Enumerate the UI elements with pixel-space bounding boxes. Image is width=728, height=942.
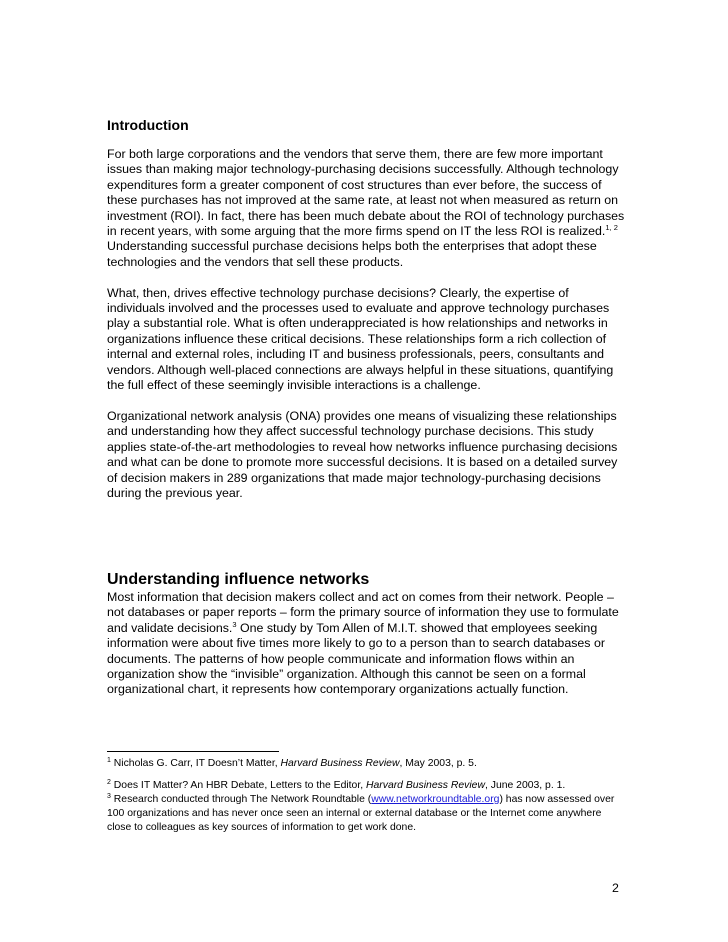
- footnote-reference: 3: [107, 793, 111, 800]
- footnote-reference: 2: [107, 779, 111, 786]
- footnote-reference: 3: [232, 619, 237, 629]
- intro-paragraph-3: Organizational network analysis (ONA) provides one means of visualizing these relationships and understanding how they affect successful technology purchase decisions. This study applies state-of-the-art methodologies to reveal how networks influence purchasing decisions and what can be done to promote more successful decisions. It is based on a detailed survey of decision makers in 289 organizations that made major technology-purchasing decisions during the previous year.: [107, 408, 618, 500]
- italic-title: Harvard Business Review: [280, 758, 400, 769]
- footnote-separator: [107, 751, 279, 752]
- text-run: One study by Tom Allen of M.I.T. showed that employees seeking information were about five times more likely to go to a person than to search databases or documents. The patterns of how people communicate and information flows within an organization show the “invisible” organization. Although this cannot be seen on a formal organizational chart, it represents how contemporary organizations actually function.: [107, 620, 605, 697]
- italic-title: Harvard Business Review: [366, 780, 485, 791]
- footnote-2: [107, 779, 625, 793]
- introduction-heading: Introduction: [107, 117, 189, 133]
- footnote-reference: 1, 2: [605, 223, 618, 233]
- intro-paragraph-1: [107, 147, 625, 270]
- text-run: ) has now assessed over 100 organizations and has never once seen an internal or external database or the Internet come anywhere close to colleagues as key sources of information to get work done.: [107, 794, 615, 833]
- text-run: For both large corporations and the vendors that serve them, there are few more important issues than making major technology-purchasing decisions successfully. Although technology expenditures form a greater component of cost structures than ever before, the success of these purchases has not improved at the same rate, at least not when measured as return on investment (ROI). In fact, there has been much debate about the ROI of technology purchases in recent years, with some arguing that the more firms spend on IT the less ROI is realized.: [107, 147, 625, 239]
- footnote-3: [107, 793, 625, 835]
- influence-heading: Understanding influence networks: [107, 571, 370, 588]
- footnotes: [107, 757, 625, 835]
- text-run: , June 2003, p. 1.: [484, 780, 566, 791]
- influence-paragraph-1: [107, 590, 625, 698]
- text-run: Research conducted through The Network Roundtable (: [110, 794, 372, 805]
- intro-paragraph-2: What, then, drives effective technology purchase decisions? Clearly, the expertise of individuals involved and the processes used to evaluate and approve technology purchases play a substantial role. What is often underappreciated is how relationships and networks in organizations influence these critical decisions. These relationships form a rich collection of internal and external roles, including IT and business professionals, peers, consultants and vendors. Although well-placed connections are always helpful in these situations, quantifying the full effect of these seemingly invisible interactions is a challenge.: [107, 285, 614, 393]
- footnote-reference: 1: [107, 757, 111, 764]
- text-run: Does IT Matter? An HBR Debate, Letters to the Editor,: [110, 780, 366, 791]
- text-run: Most information that decision makers collect and act on comes from their network. People – not databases or paper reports – form the primary source of information they use to formulate and validate decisions.: [107, 590, 619, 635]
- footnote-1: [107, 757, 625, 771]
- influence-section: [107, 570, 625, 698]
- introduction-section: [107, 116, 625, 501]
- text-run: Understanding successful purchase decisions helps both the enterprises that adopt these technologies and the vendors that sell these products.: [107, 239, 597, 269]
- network-roundtable-link[interactable]: www.networkroundtable.org: [371, 794, 500, 805]
- page-number: 2: [612, 881, 619, 895]
- text-run: Nicholas G. Carr, IT Doesn’t Matter,: [110, 758, 281, 769]
- text-run: , May 2003, p. 5.: [399, 758, 477, 769]
